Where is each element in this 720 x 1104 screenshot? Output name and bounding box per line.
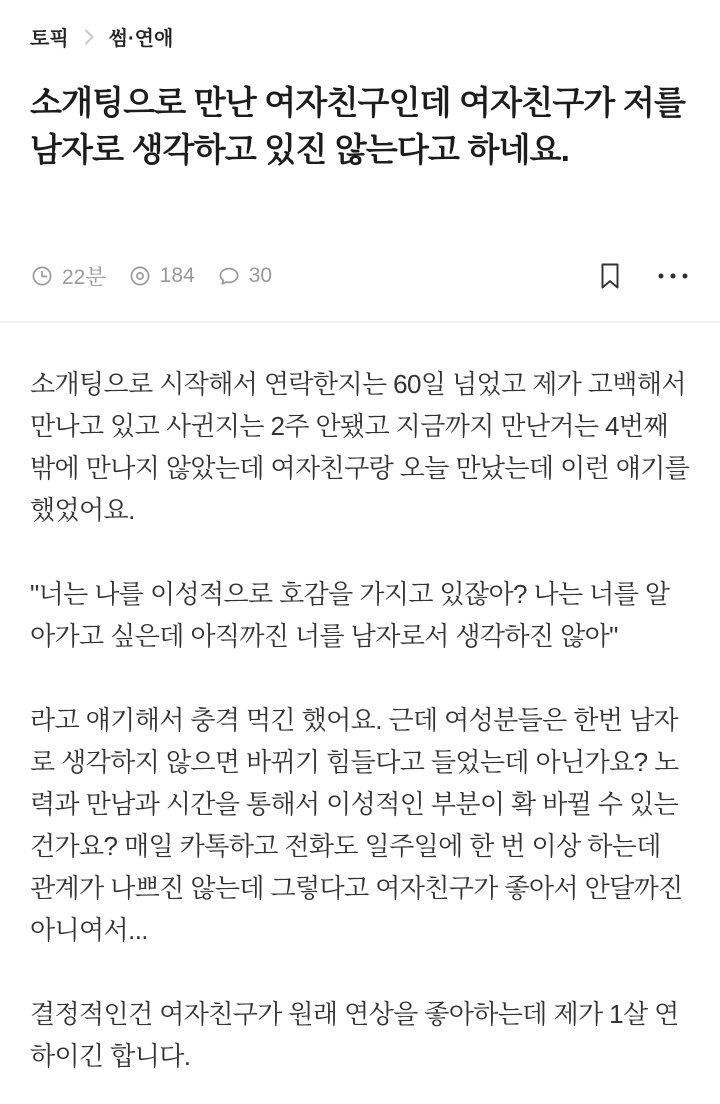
view-count-label: 184 [159,264,195,287]
more-button[interactable] [656,271,690,281]
bookmark-button[interactable] [598,262,622,290]
post-meta-row [30,261,690,291]
breadcrumb [30,0,690,51]
view-count [128,264,195,288]
comment-count [217,264,272,288]
eye-icon [128,264,152,288]
comment-bubble-icon [217,264,241,288]
elapsed-time-label: 22분 [62,266,106,289]
ellipsis-icon [656,271,690,281]
section-divider [0,321,720,323]
breadcrumb-topic[interactable]: 토픽 [30,28,69,50]
elapsed-time [30,261,106,291]
clock-icon [30,264,54,288]
chevron-right-icon [83,28,95,46]
breadcrumb-category[interactable]: 썸·연애 [108,28,174,50]
body-paragraph: 라고 얘기해서 충격 먹긴 했어요. 근데 여성분들은 한번 남자로 생각하지 않으면 바뀌기 힘들다고 들었는데 아닌가요? 노력과 만남과 시간을 통해서 이성적인 부분이 확 바뀔 수 있는 건가요? 매일 카톡하고 전화도 일주일에 한 번 이상 하는데 관계가 나쁘진 않는데 그렇다고 여자친구가 좋아서 안달까진 아니여서... [30,705,683,945]
body-paragraph: 소개팅으로 시작해서 연락한지는 60일 넘었고 제가 고백해서 만나고 있고 사귄지는 2주 안됐고 지금까지 만난거는 4번째밖에 만나지 않았는데 여자친구랑 오늘 만났는데 이런 얘기를 했었어요. [30,369,690,525]
body-paragraph: "너는 나를 이성적으로 호감을 가지고 있잖아? 나는 너를 알아가고 싶은데 아직까진 너를 남자로서 생각하진 않아" [30,579,670,651]
post-body [0,363,720,1077]
body-paragraph: 결정적인건 여자친구가 원래 연상을 좋아하는데 제가 1살 연하이긴 합니다. [30,999,679,1071]
post-title: 소개팅으로 만난 여자친구인데 여자친구가 저를 남자로 생각하고 있진 않는다고 하네요. [30,84,686,168]
bookmark-icon [598,262,622,290]
comment-count-label: 30 [248,264,273,287]
